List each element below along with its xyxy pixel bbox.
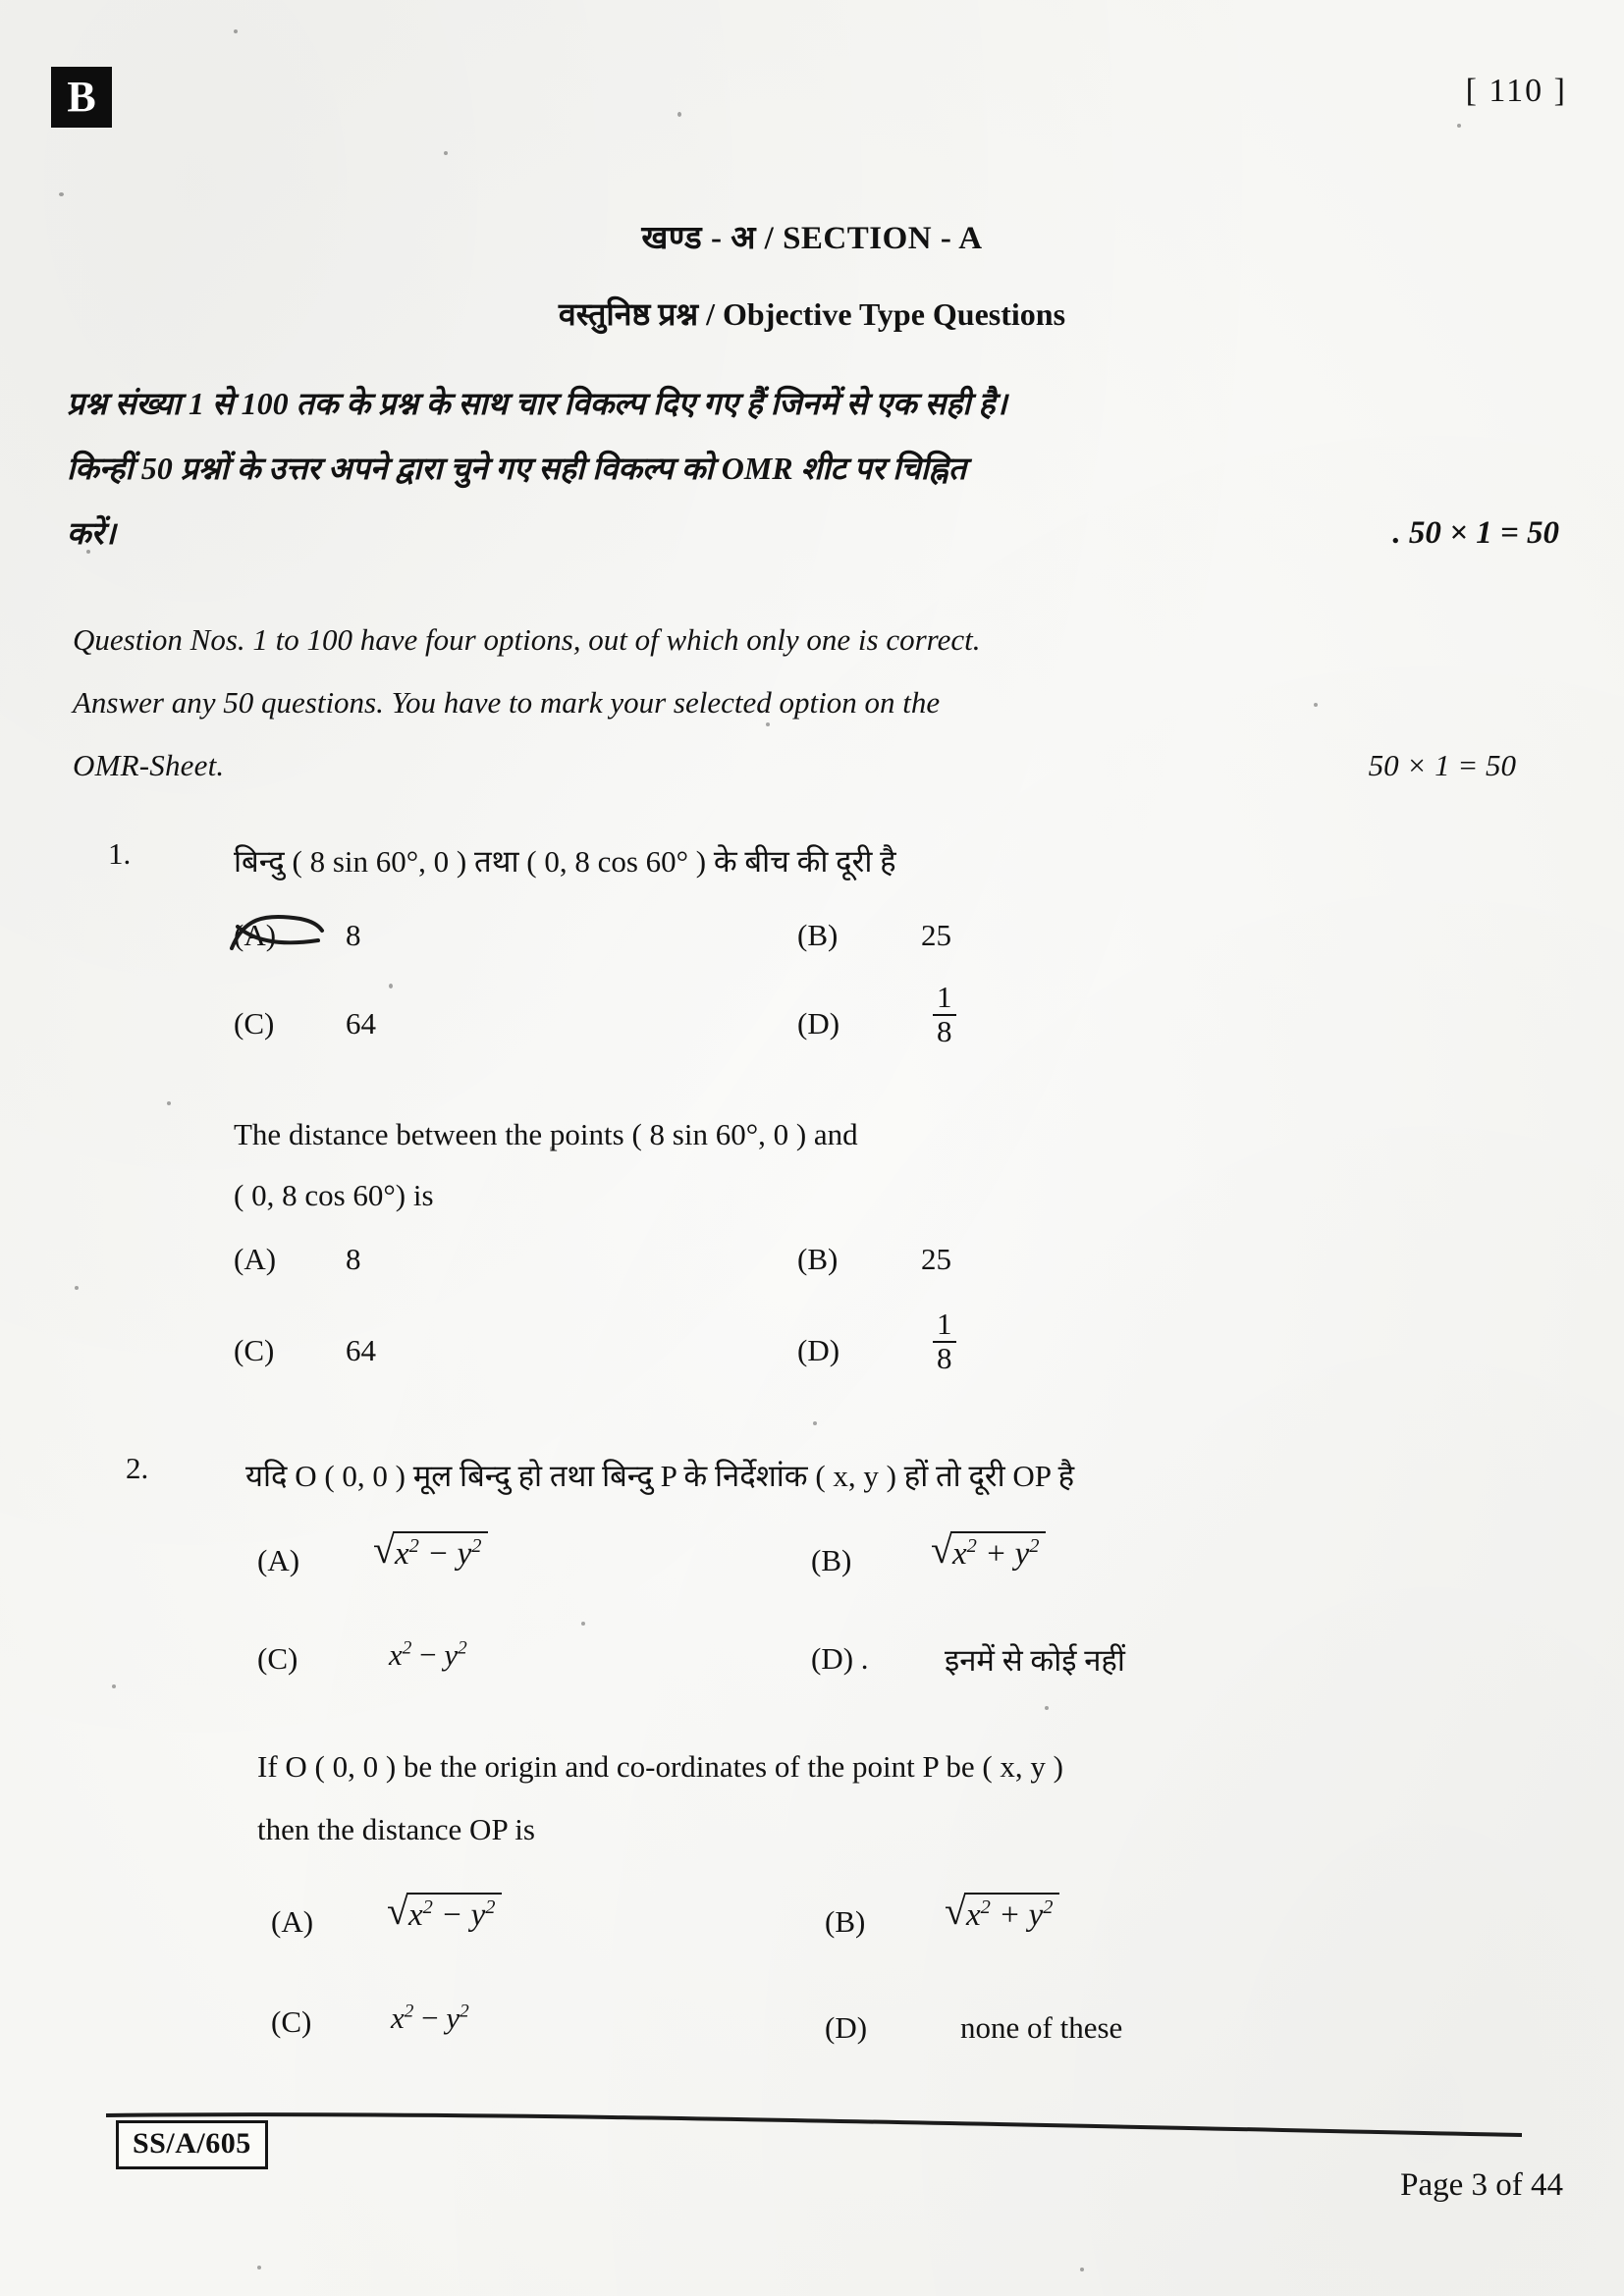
question-1-hindi-option-c-value[interactable]: 64 <box>346 1006 376 1041</box>
scan-speck <box>677 112 681 117</box>
scan-speck <box>813 1421 817 1425</box>
radicand: $x^2 + y^2$ <box>950 1531 1047 1573</box>
question-2-hindi-option-c-value[interactable] <box>389 1637 467 1673</box>
question-2-english-option-a-label[interactable]: (A) <box>271 1904 314 1939</box>
question-1-english-option-b-value[interactable]: 25 <box>921 1242 951 1276</box>
question-2-hindi-option-b-value[interactable] <box>931 1527 1046 1573</box>
scan-speck <box>1080 2268 1084 2271</box>
section-title: खण्ड - अ / SECTION - A <box>641 221 983 256</box>
scan-speck <box>112 1684 116 1688</box>
question-1-hindi-option-d-label[interactable]: (D) <box>797 1006 840 1041</box>
english-instruction-line-1: Question Nos. 1 to 100 have four options, out of which only one is correct. <box>73 622 981 657</box>
question-1-english-text-line-2: ( 0, 8 cos 60°) is <box>234 1178 434 1212</box>
question-1-hindi-option-a-value[interactable]: 8 <box>346 918 361 952</box>
paper-code-box: SS/A/605 <box>116 2120 268 2169</box>
question-2-hindi-option-c-label[interactable]: (C) <box>257 1641 298 1676</box>
question-1-hindi-option-b-value[interactable]: 25 <box>921 918 951 952</box>
english-marks-note: 50 × 1 = 50 <box>1368 748 1516 782</box>
question-1-english-option-a-value[interactable]: 8 <box>346 1242 361 1276</box>
question-1-number: 1. <box>108 836 132 871</box>
question-2-hindi-option-d-value[interactable]: इनमें से कोई नहीं <box>945 1643 1125 1678</box>
scan-speck <box>257 2266 261 2269</box>
question-2-english-option-d-value[interactable]: none of these <box>960 2010 1123 2045</box>
question-2-number: 2. <box>126 1451 149 1485</box>
question-2-english-option-a-value[interactable] <box>387 1889 502 1934</box>
fraction-one-eighth <box>933 982 956 1047</box>
question-1-english-option-a-label[interactable]: (A) <box>234 1242 277 1276</box>
scan-speck <box>1457 124 1461 128</box>
question-2-hindi-option-b-label[interactable]: (B) <box>811 1543 852 1577</box>
question-2-hindi-option-d-label[interactable]: (D) . <box>811 1641 869 1676</box>
scan-speck <box>1314 703 1318 707</box>
scan-speck <box>167 1101 171 1105</box>
hindi-marks-note: . 50 × 1 = 50 <box>1392 515 1559 551</box>
scan-speck <box>1045 1706 1049 1710</box>
square-root-x2-minus-y2 <box>387 1889 502 1934</box>
scan-speck <box>766 722 770 726</box>
question-1-english-text-line-1: The distance between the points ( 8 sin 60°, 0 ) and <box>234 1117 858 1151</box>
scan-speck <box>389 984 393 988</box>
hindi-instruction-line-1: प्रश्न संख्या 1 से 100 तक के प्रश्न के साथ चार विकल्प दिए गए हैं जिनमें से एक सही है। <box>67 386 1007 421</box>
question-1-hindi-option-a-label[interactable]: (A) <box>234 918 277 952</box>
expression-x2-minus-y2: $x^2 - y^2$ <box>389 1637 467 1672</box>
question-2-hindi-option-a-label[interactable]: (A) <box>257 1543 300 1577</box>
question-1-english-option-b-label[interactable]: (B) <box>797 1242 839 1276</box>
question-1-hindi-option-b-label[interactable]: (B) <box>797 918 839 952</box>
question-2-english-option-c-value[interactable] <box>391 2001 469 2036</box>
question-2-english-text-line-1: If O ( 0, 0 ) be the origin and co-ordinates of the point P be ( x, y ) <box>257 1749 1064 1784</box>
scan-speck <box>550 1147 554 1150</box>
question-1-english-option-d-value[interactable] <box>933 1307 956 1376</box>
question-1-english-option-c-value[interactable]: 64 <box>346 1333 376 1367</box>
question-2-hindi-option-a-value[interactable] <box>373 1527 488 1573</box>
fraction-one-eighth <box>933 1308 956 1374</box>
english-instructions <box>73 609 1516 797</box>
hindi-instruction-line-2: किन्हीं 50 प्रश्नों के उत्तर अपने द्वारा चुने गए सही विकल्प को OMR शीट पर चिह्नित <box>67 451 967 486</box>
question-1-english-option-c-label[interactable]: (C) <box>234 1333 275 1367</box>
fraction-numerator: 1 <box>937 1307 952 1341</box>
paper-number: [ 110 ] <box>1465 73 1567 109</box>
radicand: $x^2 - y^2$ <box>406 1893 503 1934</box>
english-instruction-line-3-row <box>73 734 1516 797</box>
radical-sign-icon: √ <box>945 1889 966 1933</box>
question-2-english-text-line-2: then the distance OP is <box>257 1812 535 1846</box>
english-instruction-line-2: Answer any 50 questions. You have to mark your selected option on the <box>73 685 941 720</box>
fraction-denominator: 8 <box>933 1014 956 1048</box>
question-1-hindi-text: बिन्दु ( 8 sin 60°, 0 ) तथा ( 0, 8 cos 60° ) के बीच की दूरी है <box>234 844 896 879</box>
english-instruction-line-3: OMR-Sheet. <box>73 748 225 782</box>
question-1-hindi-option-d-value[interactable] <box>933 980 956 1049</box>
question-2-english-option-d-label[interactable]: (D) <box>825 2010 868 2045</box>
fraction-numerator: 1 <box>937 980 952 1014</box>
question-1-english-option-d-label[interactable]: (D) <box>797 1333 840 1367</box>
scan-speck <box>581 1622 585 1626</box>
hindi-instruction-line-3-row <box>67 501 1559 565</box>
scan-speck <box>444 151 448 155</box>
radicand: $x^2 - y^2$ <box>393 1531 489 1573</box>
question-1-hindi-option-c-label[interactable]: (C) <box>234 1006 275 1041</box>
fraction-denominator: 8 <box>933 1341 956 1375</box>
radical-sign-icon: √ <box>373 1527 395 1572</box>
scan-speck <box>86 550 90 554</box>
question-2-english-option-b-value[interactable] <box>945 1889 1059 1934</box>
square-root-x2-plus-y2 <box>945 1889 1059 1934</box>
section-subtitle: वस्तुनिष्ठ प्रश्न / Objective Type Questions <box>558 296 1066 332</box>
scan-speck <box>59 192 64 196</box>
footer-divider <box>106 2112 1522 2138</box>
square-root-x2-minus-y2 <box>373 1527 488 1573</box>
hindi-instruction-line-3: करें। <box>67 515 116 551</box>
radical-sign-icon: √ <box>387 1889 408 1933</box>
scan-speck <box>234 29 238 33</box>
question-2-hindi-text: यदि O ( 0, 0 ) मूल बिन्दु हो तथा बिन्दु P के निर्देशांक ( x, y ) हों तो दूरी OP है <box>245 1459 1075 1493</box>
question-2-english-option-c-label[interactable]: (C) <box>271 2004 312 2039</box>
page-number: Page 3 of 44 <box>1400 2167 1563 2203</box>
radicand: $x^2 + y^2$ <box>964 1893 1060 1934</box>
expression-x2-minus-y2: $x^2 - y^2$ <box>391 2001 469 2035</box>
radical-sign-icon: √ <box>931 1527 952 1572</box>
square-root-x2-plus-y2 <box>931 1527 1046 1573</box>
question-2-english-option-b-label[interactable]: (B) <box>825 1904 866 1939</box>
scan-speck <box>75 1286 79 1290</box>
hindi-instructions <box>67 371 1559 565</box>
booklet-code-badge: B <box>51 67 112 128</box>
